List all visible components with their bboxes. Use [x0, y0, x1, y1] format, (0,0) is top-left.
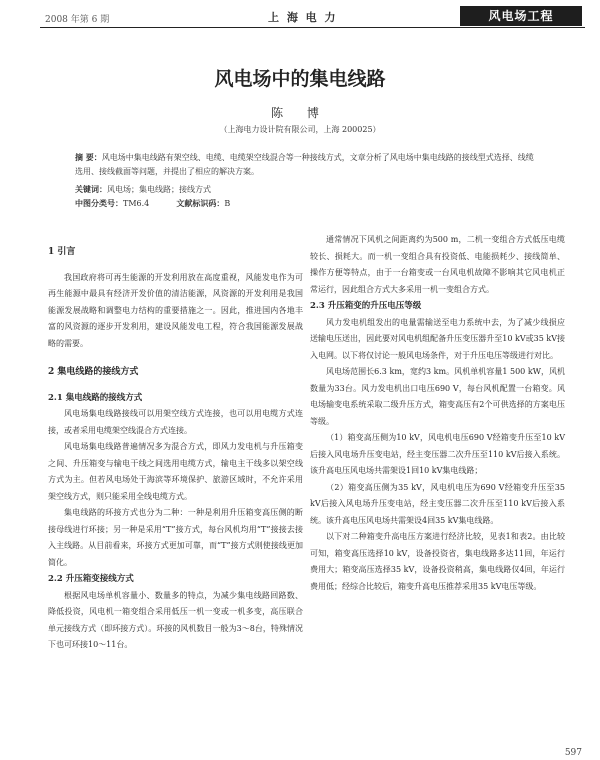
paragraph: 以下对二种箱变升高电压方案进行经济比较，见表1和表2。由比较可知，箱变高压选择10 kV，设备投资省，集电线路多达11回，年运行费用大；箱变高压选择35 kV，设备投资稍高，集电线路仅4回，年运行费用低；经综合比较后，箱变升高电压推荐采用35 kV电压等级。 [310, 532, 565, 591]
author-affiliation: （上海电力设计院有限公司，上海 200025） [219, 125, 381, 134]
issue-label: 2008 年第 6 期 [45, 15, 110, 25]
paragraph: 风电场集电线路普遍情况多为混合方式，即风力发电机与升压箱变之间、升压箱变与输电干线之间选用电缆方式，输电主干线多以架空线方式为主。但若风电场处于海滨等环境保护、旅游区域时，不允许采用架空线方式，则只能采用全线电缆方式。 [48, 442, 303, 501]
section-badge: 风电场工程 [460, 6, 582, 26]
author-name: 陈 博 [271, 106, 329, 120]
section-2-2-heading: 2.2 升压箱变接线方式 [48, 574, 134, 584]
article-title: 风电场中的集电线路 [214, 68, 386, 90]
class-number: TM6.4 [123, 199, 150, 208]
class-label: 中图分类号： [75, 198, 123, 208]
section-2-3-heading: 2.3 升压箱变的升压电压等级 [310, 301, 422, 311]
paragraph: （1）箱变高压侧为10 kV，风电机电压690 V经箱变升压至10 kV后接入风电场升压变电站，经主变压器二次升压至110 kV后接入系统。该升高电压风电场共需架设1回10 kV集电线路； [310, 433, 565, 475]
header-rule [40, 27, 585, 28]
paragraph: （2）箱变高压侧为35 kV，风电机电压为690 V经箱变升压至35 kV后接入风电场升压变电站，经主变压器二次升压至110 kV后接入系统。该升高电压风电场共需架设4回35 kV集电线路。 [310, 482, 565, 525]
keywords-label: 关键词： [75, 184, 107, 194]
classification [75, 196, 540, 211]
abstract-text: 风电场中集电线路有架空线、电缆、电缆架空线混合等一种接线方式，文章分析了风电场中集电线路的接线型式选择、线缆选用、接线截面等问题，并提出了相应的解决方案。 [75, 153, 534, 176]
paragraph: 我国政府将可再生能源的开发利用放在高度重视，风能发电作为可再生能源中最具有经济开发价值的清洁能源，风资源的开发利用是我国能源发展战略和调整电力结构的重要措施之一。因此，推进国内各地丰富的风资源的逐步开发利用，建设风能发电工程，符合我国能源发展战略的需要。 [48, 272, 303, 348]
abstract [75, 150, 540, 179]
section-2-1-heading: 2.1 集电线路的接线方式 [48, 392, 143, 403]
right-column [310, 232, 565, 595]
paragraph: 风电场范围长6.3 km，宽约3 km。风机单机容量1 500 kW，风机数量为33台。风力发电机出口电压690 V，每台风机配置一台箱变。风电场输变电系统采取二级升压方式，箱变高压有2个可供选择的方案电压等级。 [310, 367, 565, 426]
section-2-heading: 2 集电线路的接线方式 [48, 367, 139, 377]
paragraph: 风力发电机组发出的电量需输送至电力系统中去，为了减少线损应送输电压送出，因此要对风电机组配备升压变压器升至10 kV或35 kV接入电网。以下将仅讨论一般风电场条件，对于升压电压等级进行对比。 [310, 317, 565, 360]
paragraph: 集电线路的环接方式也分为二种：一种是利用升压箱变高压侧的断接母线进行环接；另一种是采用“T”接方式，每台风机均用“T”接接去接入主线路。从目前看来，环接方式更加可靠，而“T”接方式则使接线更加简化。 [48, 508, 303, 567]
abstract-label: 摘 要： [75, 152, 102, 162]
page-number: 597 [564, 748, 582, 758]
section-1-heading: 1 引言 [48, 247, 76, 257]
docid-label: 文献标识码： [176, 198, 225, 208]
left-column [48, 232, 303, 654]
paragraph: 风电场集电线路接线可以用架空线方式连接，也可以用电缆方式连接，或者采用电缆架空线混合方式连接。 [48, 409, 303, 435]
journal-name: 上 海 电 力 [268, 11, 338, 24]
keywords [75, 182, 540, 197]
keywords-text: 风电场；集电线路；接线方式 [107, 185, 211, 194]
docid-code: B [224, 199, 231, 208]
paragraph: 根据风电场单机容量小、数量多的特点，为减少集电线路回路数、降低投资，风电机一箱变组合采用低压一机一变或一机多变，高压联合单元接线方式（即环接方式）。环接的风机数目一般为3～8台，特殊情况下也可环接10～11台。 [48, 590, 303, 649]
paragraph: 通常情况下风机之间距离约为500 m，二机一变组合方式低压电缆较长、损耗大。而一机一变组合具有投资低、电能损耗少、接线简单、操作方便等特点，由于一台箱变或一台风电机故障不影响其它风电机正常运行，因此组合方式大多采用一机一变组合方式。 [310, 235, 565, 294]
